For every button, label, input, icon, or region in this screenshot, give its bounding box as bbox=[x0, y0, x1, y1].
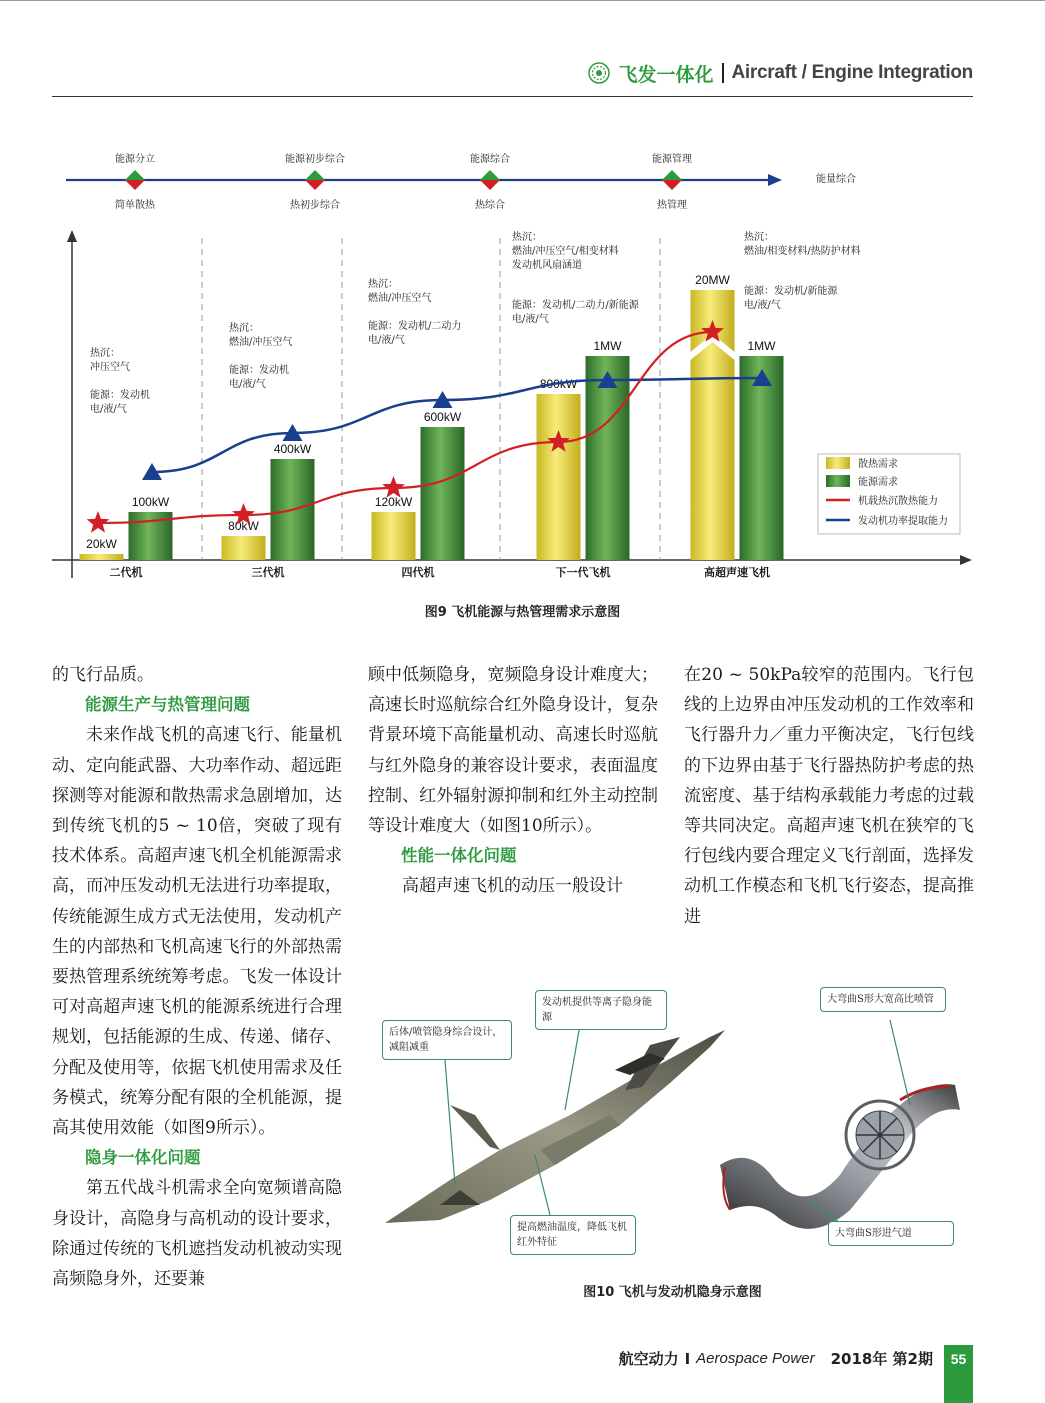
category-label: 高超声速飞机 bbox=[704, 567, 770, 579]
annotation-energy-source: 电/液/气 bbox=[744, 300, 781, 311]
bar-label-heat: 80kW bbox=[228, 519, 259, 533]
bar-label-energy: 1MW bbox=[593, 339, 622, 353]
timeline bbox=[66, 152, 856, 211]
category-label: 下一代飞机 bbox=[555, 567, 611, 579]
legend-label: 发动机功率提取能力 bbox=[858, 516, 948, 527]
bar-label-heat: 800kW bbox=[539, 377, 578, 391]
annotation-energy-source: 电/液/气 bbox=[512, 314, 549, 325]
text-column-3 bbox=[684, 660, 974, 932]
category-label: 三代机 bbox=[251, 567, 285, 579]
callout-fuel-temperature: 提高燃油温度，降低飞机红外特征 bbox=[510, 1215, 636, 1255]
annotation-heat-sink: 发动机风扇涵道 bbox=[512, 260, 582, 271]
section-heading-stealth: 隐身一体化问题 bbox=[85, 1148, 201, 1168]
paragraph: 的飞行品质。 bbox=[52, 665, 154, 685]
annotation-heat-sink: 热沉： bbox=[90, 348, 120, 359]
annotation-energy-source: 能源：发动机 bbox=[90, 390, 150, 401]
footer-divider: I bbox=[684, 1349, 691, 1368]
annotation-energy-source: 电/液/气 bbox=[90, 404, 127, 415]
issue-label: 2018年 第2期 bbox=[830, 1350, 933, 1368]
callout-rear-nozzle: 后体/喷管隐身综合设计，减阻减重 bbox=[382, 1020, 512, 1060]
fig9-chart bbox=[0, 130, 1045, 590]
header-rule bbox=[52, 96, 973, 97]
journal-logo-icon bbox=[588, 62, 610, 84]
paragraph: 高超声速飞机的动压一般设计 bbox=[402, 876, 623, 897]
bar-heat-demand bbox=[80, 554, 124, 560]
x-axis-arrow-icon bbox=[960, 555, 972, 565]
timeline-marker-icon bbox=[662, 170, 682, 180]
annotation-energy-source: 能源：发动机/二动力/新能源 bbox=[512, 300, 639, 311]
timeline-marker-icon bbox=[305, 170, 325, 180]
bar-heat-demand bbox=[691, 342, 735, 560]
fig10-caption: 图10 飞机与发动机隐身示意图 bbox=[583, 1285, 762, 1300]
text-column-1 bbox=[52, 660, 342, 1294]
bar-label-heat: 20kW bbox=[86, 537, 117, 551]
bar-energy-demand bbox=[421, 427, 465, 560]
annotation-heat-sink: 冲压空气 bbox=[90, 362, 130, 373]
top-rule bbox=[0, 0, 1045, 1]
timeline-stage-top: 能源管理 bbox=[652, 154, 692, 165]
bar-label-heat: 120kW bbox=[374, 495, 413, 509]
timeline-stage-bottom: 热管理 bbox=[657, 200, 687, 211]
annotation-heat-sink: 燃油/冲压空气 bbox=[368, 293, 432, 304]
bar-energy-demand bbox=[740, 356, 784, 560]
annotation-energy-source: 能源：发动机/二动力 bbox=[368, 321, 462, 332]
timeline-arrow-icon bbox=[768, 174, 782, 186]
annotation-heat-sink: 燃油/冲压空气 bbox=[229, 337, 293, 348]
paragraph: 未来作战飞机的高速飞行、能量机动、定向能武器、大功率作动、超远距探测等对能源和散热需求急剧增加，达到传统飞机的5 ~ 10倍，突破了现有技术体系。高超声速飞机全机能源需求高，而冲压发动机无法进行功率提取，传统能源生成方式无法使用，发动机产生的内部热和飞机高速飞行的外部热需要热管理系统统筹考虑。飞发一体设计可对高超声速飞机的能源系统进行合理规划，包括能源的生成、传递、储存、分配及使用等，依据飞机使用需求及任务模式，统筹分配有限的全机能源，提高其使用效能（如图9所示）。 bbox=[52, 725, 342, 1139]
legend bbox=[818, 454, 960, 534]
journal-name-en: Aerospace Power bbox=[696, 1350, 815, 1367]
annotation-energy-source: 电/液/气 bbox=[368, 335, 405, 346]
annotation-energy-source: 电/液/气 bbox=[229, 379, 266, 390]
timeline-stage-top: 能源初步综合 bbox=[285, 154, 345, 165]
timeline-stage-bottom: 热初步综合 bbox=[290, 200, 340, 211]
timeline-stage-bottom: 热综合 bbox=[475, 200, 505, 211]
callout-s-nozzle: 大弯曲S形大宽高比喷管 bbox=[820, 987, 946, 1012]
section-title-en: Aircraft / Engine Integration bbox=[731, 62, 973, 83]
callout-plasma-energy: 发动机提供等离子隐身能源 bbox=[535, 990, 667, 1030]
bar-label-energy: 400kW bbox=[273, 442, 312, 456]
timeline-end-label: 能量综合 bbox=[816, 174, 856, 185]
callout-s-inlet: 大弯曲S形进气道 bbox=[828, 1221, 954, 1246]
section-heading-energy: 能源生产与热管理问题 bbox=[85, 695, 250, 715]
annotation-energy-source: 能源：发动机 bbox=[229, 365, 289, 376]
paragraph: 第五代战斗机需求全向宽频谱高隐身设计，高隐身与高机动的设计要求，除通过传统的飞机遮挡发动机被动实现高频隐身外，还要兼 bbox=[52, 1178, 342, 1290]
bar-label-heat: 20MW bbox=[695, 273, 730, 287]
legend-label: 能源需求 bbox=[858, 477, 898, 488]
bar-heat-demand bbox=[372, 512, 416, 560]
bar-heat-demand bbox=[222, 536, 266, 560]
annotation-heat-sink: 燃油/冲压空气/相变材料 bbox=[512, 246, 619, 257]
timeline-marker-icon bbox=[125, 180, 145, 190]
paragraph: 在20 ~ 50kPa较窄的范围内。飞行包线的上边界由冲压发动机的工作效率和飞行器升力／重力平衡决定，飞行包线的下边界由基于飞行器热防护考虑的热流密度、基于结构承载能力考虑的过载等共同决定。高超声速飞机在狭窄的飞行包线内要合理定义飞行剖面，选择发动机工作模态和飞机飞行姿态，提高推进 bbox=[684, 665, 974, 927]
section-heading-performance: 性能一体化问题 bbox=[401, 846, 517, 866]
header-divider bbox=[722, 63, 724, 83]
section-title-cn: 飞发一体化 bbox=[618, 63, 714, 86]
paragraph: 顾中低频隐身，宽频隐身设计难度大；高速长时巡航综合红外隐身设计，复杂背景环境下高能量机动、高速长时巡航与红外隐身的兼容设计要求，表面温度控制、红外辐射源抑制和红外主动控制等设计难度大（如图10所示）。 bbox=[368, 665, 658, 837]
timeline-stage-top: 能源分立 bbox=[115, 154, 155, 165]
timeline-marker-icon bbox=[480, 180, 500, 190]
y-axis-arrow-icon bbox=[67, 230, 77, 242]
fig9-caption: 图9 飞机能源与热管理需求示意图 bbox=[424, 605, 621, 620]
bar-label-energy: 1MW bbox=[747, 339, 776, 353]
bar-label-energy: 100kW bbox=[131, 495, 170, 509]
journal-name-cn: 航空动力 bbox=[618, 1350, 679, 1368]
annotation-energy-source: 能源：发动机/新能源 bbox=[744, 286, 838, 297]
timeline-marker-icon bbox=[305, 180, 325, 190]
legend-label: 散热需求 bbox=[858, 459, 898, 470]
legend-swatch bbox=[826, 457, 850, 469]
section-header bbox=[588, 60, 973, 86]
star-marker-icon bbox=[87, 511, 110, 533]
category-label: 二代机 bbox=[109, 567, 143, 579]
timeline-marker-icon bbox=[480, 170, 500, 180]
timeline-stage-top: 能源综合 bbox=[470, 154, 510, 165]
page-footer bbox=[619, 1348, 933, 1369]
page-number: 55 bbox=[944, 1345, 973, 1403]
legend-label: 机载热沉散热能力 bbox=[858, 496, 938, 507]
category-label: 四代机 bbox=[401, 567, 435, 579]
timeline-marker-icon bbox=[662, 180, 682, 190]
annotation-heat-sink: 燃油/相变材料/热防护材料 bbox=[744, 246, 861, 257]
annotation-heat-sink: 热沉： bbox=[512, 232, 542, 243]
timeline-marker-icon bbox=[125, 170, 145, 180]
bar-heat-demand bbox=[537, 394, 581, 560]
engine-duct-icon bbox=[720, 1084, 960, 1229]
text-column-2 bbox=[368, 660, 658, 902]
legend-swatch bbox=[826, 475, 850, 487]
annotation-heat-sink: 热沉： bbox=[744, 232, 774, 243]
annotation-heat-sink: 热沉： bbox=[368, 279, 398, 290]
annotation-heat-sink: 热沉： bbox=[229, 323, 259, 334]
fig10-illustration bbox=[380, 975, 980, 1275]
bar-label-energy: 600kW bbox=[423, 410, 462, 424]
timeline-stage-bottom: 简单散热 bbox=[115, 200, 155, 211]
